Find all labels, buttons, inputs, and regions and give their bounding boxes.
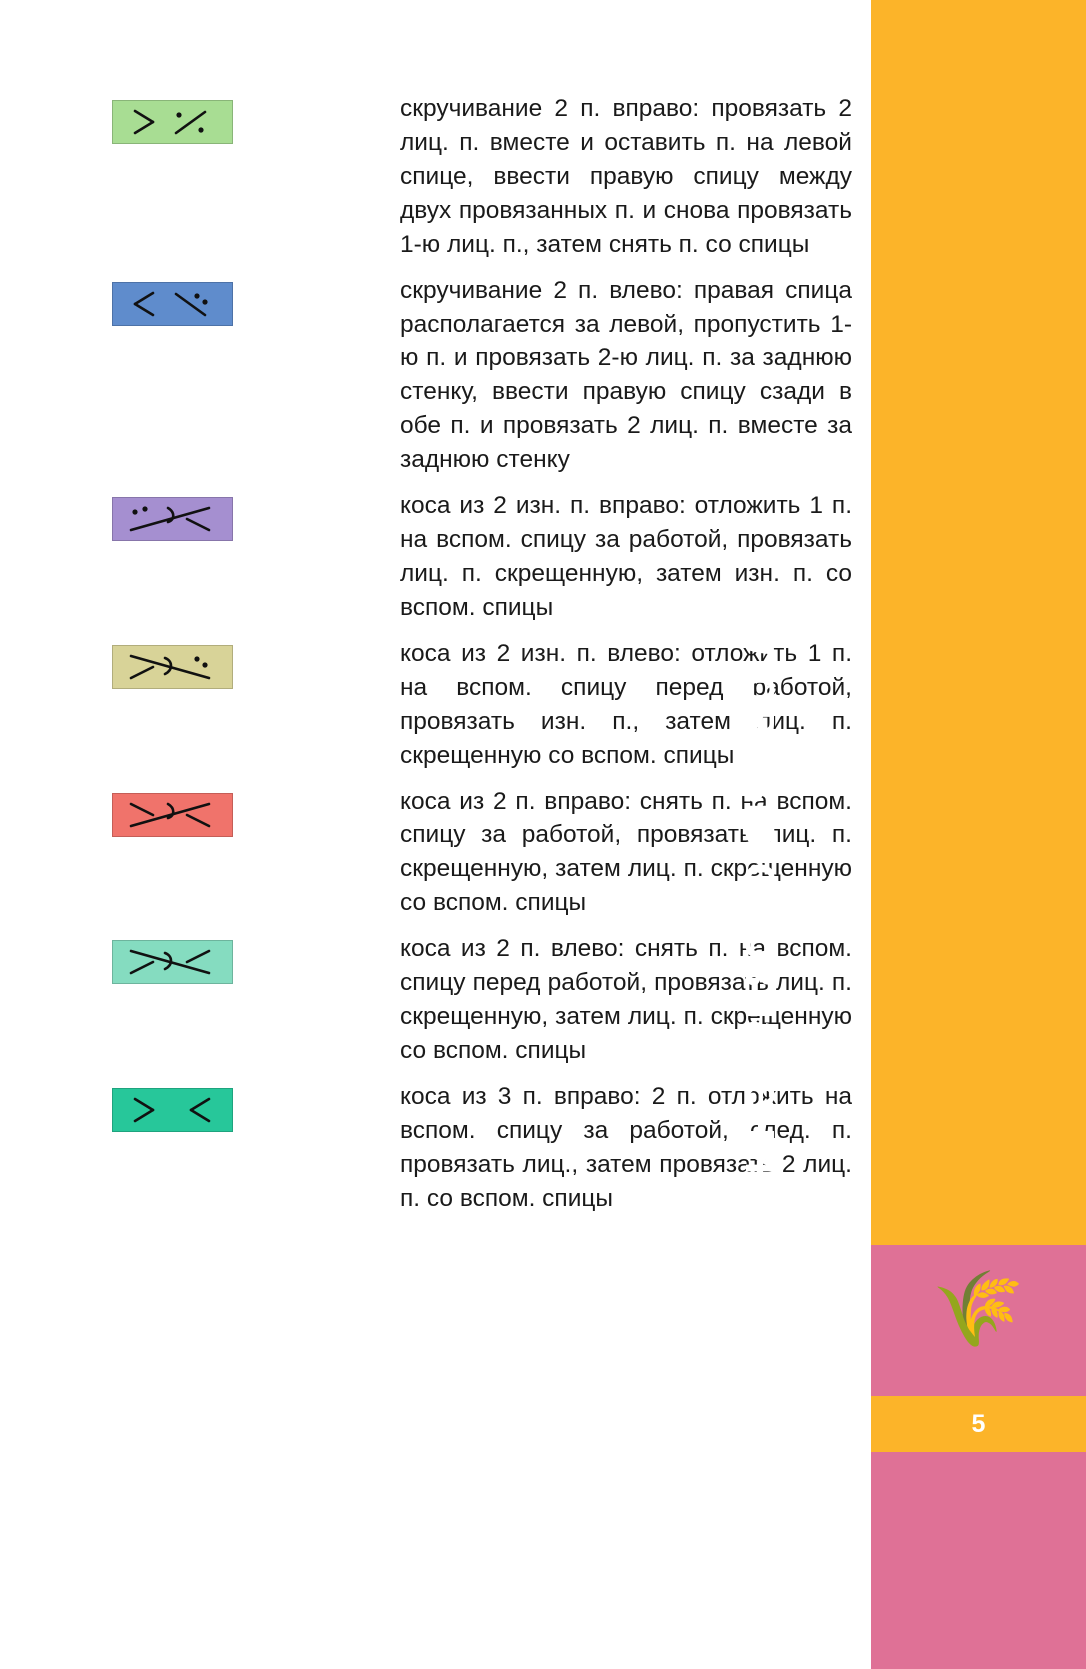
page-number-box [871, 1396, 1086, 1452]
rail-top-band [871, 0, 1086, 1245]
symbol-glyph [113, 498, 232, 540]
page-number: 5 [971, 1409, 986, 1438]
cable-2-purl-left-symbol [112, 645, 233, 689]
cable-2-stitches-left-symbol [112, 940, 233, 984]
side-rail [734, 0, 1086, 1669]
yarn-ball-icon: 🌾 [932, 1267, 1025, 1350]
cable-2-purl-right-symbol [112, 497, 233, 541]
legend-description: коса из 2 п. влево: снять п. на вспом. спицу перед работой, провязать лиц. п. скрещенную, затем лиц. п. скрещенную со вспом. спицы [400, 935, 852, 1064]
symbol-cell [112, 489, 400, 541]
symbol-cell [112, 92, 400, 144]
legend-description: скручивание 2 п. влево: правая спица располагается за левой, пропустить 1-ю п. и провязать 2-ю лиц. п. за заднюю стенку, ввести правую спицу сзади в обе п. и провязать 2 лиц. п. вместе за заднюю стенку [400, 276, 852, 474]
symbol-cell [112, 274, 400, 326]
symbol-cell [112, 637, 400, 689]
legend-description: коса из 3 п. вправо: 2 п. отложить на вспом. спицу за работой, след. п. провязать лиц., затем провязать 2 лиц. п. со вспом. спицы [400, 1082, 852, 1212]
cable-2-stitches-right-symbol [112, 793, 233, 837]
symbol-glyph [113, 941, 232, 983]
symbol-glyph [113, 283, 232, 325]
symbol-cell [112, 1080, 400, 1132]
symbol-cell [112, 785, 400, 837]
symbol-glyph [113, 794, 232, 836]
symbol-glyph [113, 646, 232, 688]
legend-description: коса из 2 изн. п. вправо: отложить 1 п. на вспом. спицу за работой, провязать лиц. п. скрещенную, затем изн. п. со вспом. спицы [400, 492, 852, 621]
cable-3-stitches-right-symbol [112, 1088, 233, 1132]
legend-description: коса из 2 изн. п. влево: отложить 1 п. на вспом. спицу перед работой, провязать изн. п., затем лиц. п. скрещенную со вспом. спицы [400, 639, 852, 769]
symbol-cell [112, 932, 400, 984]
symbol-glyph [113, 101, 232, 143]
symbol-glyph [113, 1089, 232, 1131]
twist-2-stitches-left-symbol [112, 282, 233, 326]
section-title: Условные обозначения [734, 579, 793, 1207]
legend-description: коса из 2 п. вправо: снять п. на вспом. спицу за работой, провязать лиц. п. скрещенную, затем лиц. п. скрещенную со вспом. спицы [400, 787, 852, 917]
legend-description: скручивание 2 п. вправо: провязать 2 лиц. п. вместе и оставить п. на левой спице, ввести правую спицу между двух провязанных п. и снова провязать 1-ю лиц. п., затем снять п. со спицы [400, 95, 852, 258]
twist-2-stitches-right-symbol [112, 100, 233, 144]
